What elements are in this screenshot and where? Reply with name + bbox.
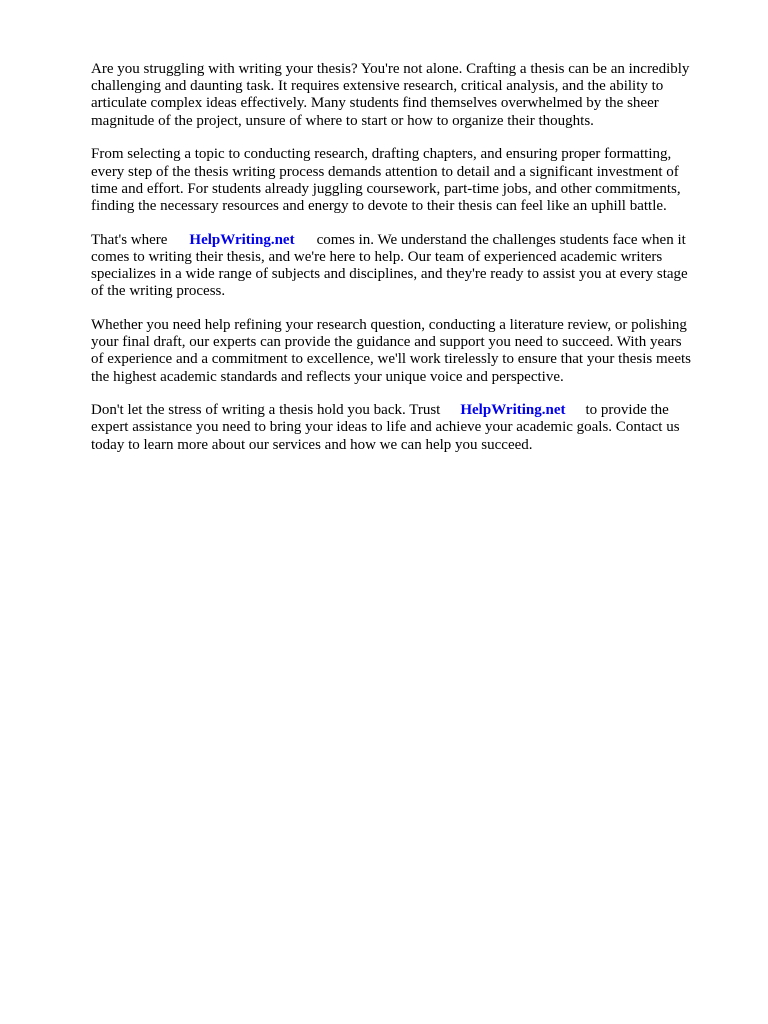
paragraph-closing-rest: to provide the expert assistance you need to bring your ideas to life and achieve your academic goals. Contact us today to learn more about our services and how we can help you succeed.: [91, 402, 680, 453]
document-body: [91, 61, 721, 470]
paragraph-process: From selecting a topic to conducting research, drafting chapters, and ensuring proper formatting, every step of the thesis writing process demands attention to detail and a significant investment of time and effort. For students already juggling coursework, part-time jobs, and other commitments, finding the necessary resources and energy to devote to their thesis can feel like an uphill battle.: [91, 146, 681, 214]
paragraph-service-lead: That's where: [91, 231, 168, 248]
paragraph-closing: [91, 402, 721, 454]
helpwriting-link-2[interactable]: HelpWriting.net: [460, 402, 566, 419]
paragraph-service-rest: comes in. We understand the challenges students face when it comes to writing their thesis, and we're here to help. Our team of experienced academic writers specializes in a wide range of subjects and disciplines, and they're ready to assist you at every stage of the writing process.: [91, 231, 688, 300]
helpwriting-link[interactable]: HelpWriting.net: [189, 231, 295, 248]
paragraph-intro: Are you struggling with writing your thesis? You're not alone. Crafting a thesis can be an incredibly challenging and daunting task. It requires extensive research, critical analysis, and the ability to articulate complex ideas effectively. Many students find themselves overwhelmed by the sheer magnitude of the project, unsure of where to start or how to organize their thoughts.: [91, 61, 690, 129]
paragraph-service: [91, 232, 721, 301]
paragraph-help: Whether you need help refining your research question, conducting a literature review, or polishing your final draft, our experts can provide the guidance and support you need to succeed. With years of experience and a commitment to excellence, we'll work tirelessly to ensure that your thesis meets the highest academic standards and reflects your unique voice and perspective.: [91, 316, 691, 385]
paragraph-closing-lead: Don't let the stress of writing a thesis hold you back. Trust: [91, 402, 441, 419]
